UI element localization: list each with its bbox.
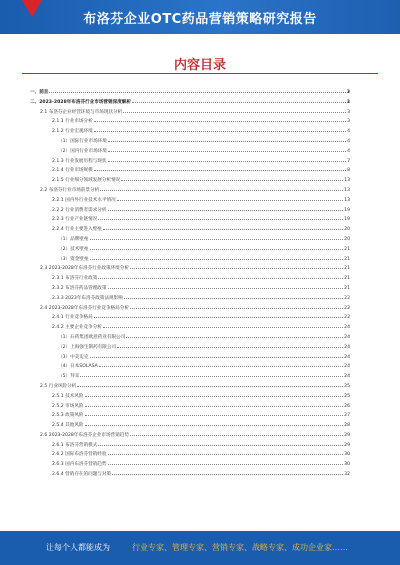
toc-page-number: 13: [344, 187, 350, 193]
toc-entry-title: （5）拜耳: [58, 374, 80, 380]
toc-leader-dots: [126, 331, 343, 338]
toc-page-number: 25: [344, 383, 350, 389]
toc-heading: 内容目录: [173, 58, 226, 73]
toc-entry-title: 一、前言: [30, 90, 49, 95]
toc-leader-dots: [108, 155, 347, 162]
toc-entry[interactable]: [30, 302, 350, 312]
toc-page-number: 7: [347, 158, 350, 164]
toc-entry[interactable]: [30, 311, 350, 321]
toc-page-number: 22: [344, 315, 350, 321]
toc-leader-dots: [90, 233, 344, 240]
toc-entry[interactable]: [30, 145, 350, 155]
toc-page-number: 3: [346, 90, 350, 95]
toc-entry[interactable]: [30, 282, 350, 292]
toc-entry[interactable]: [30, 351, 350, 361]
toc-entry-title: 2.4 2023-2028年布洛芬行业竞争格局分析: [40, 305, 129, 311]
toc-leader-dots: [117, 194, 343, 201]
toc-page-number: 24: [344, 364, 350, 370]
toc-page-number: 30: [344, 462, 350, 468]
toc-entry-title: 2.6.3 国内布洛芬营销趋势: [52, 462, 107, 468]
toc-entry[interactable]: [30, 204, 350, 214]
toc-leader-dots: [130, 429, 343, 436]
toc-entry-title: 2.6.2 国际布洛芬营销经验: [52, 452, 107, 458]
toc-entry[interactable]: [30, 390, 350, 400]
toc-entry-title: 2.3.1 布洛芬行业政策: [52, 276, 98, 282]
toc-entry-title: （3）资金壁垒: [58, 256, 89, 262]
toc-entry-title: （2）国内行业市场环境: [58, 148, 107, 154]
toc-entry-title: 2.1.5 行业细分领域发展分析情况: [52, 178, 121, 184]
toc-leader-dots: [124, 292, 343, 299]
toc-entry[interactable]: [30, 439, 350, 449]
toc-page-number: 22: [344, 305, 350, 311]
toc-entry-title: 2.5.4 其他风险: [52, 423, 84, 429]
toc-page-number: 8: [347, 168, 350, 174]
toc-leader-dots: [94, 164, 346, 171]
toc-page-number: 28: [344, 423, 350, 429]
toc-page-number: 13: [344, 197, 350, 203]
toc-leader-dots: [121, 174, 343, 181]
toc-entry-title: 2.2.2 行业消费者需求分析: [52, 207, 107, 213]
toc-leader-dots: [108, 282, 344, 289]
toc-entry-title: 2.4.2 主要企业竞争分析: [52, 325, 102, 331]
toc-entry[interactable]: [30, 125, 350, 135]
toc-leader-dots: [90, 351, 344, 358]
toc-page-number: 25: [344, 393, 350, 399]
toc-entry-title: 2.3 2023-2028年布洛芬行业政策环境分析: [40, 266, 129, 272]
toc-entry-title: 2.5.1 技术风险: [52, 393, 84, 399]
toc-entry[interactable]: [30, 331, 350, 341]
toc-page-number: 4: [347, 148, 350, 154]
toc-page-number: 20: [344, 236, 350, 242]
toc-leader-dots: [99, 360, 343, 367]
toc-entry-title: 2.3.3 2023年布洛芬政策法规影响: [52, 295, 123, 301]
toc-leader-dots: [130, 302, 343, 309]
toc-page-number: 21: [344, 266, 350, 272]
page-footer: [0, 531, 400, 565]
toc-page-number: 24: [344, 374, 350, 380]
toc-page-number: 3: [347, 119, 350, 125]
report-title: 布洛芬企业OTC药品营销策略研究报告: [83, 12, 317, 27]
toc-page-number: 29: [344, 432, 350, 438]
toc-page-number: 13: [344, 178, 350, 184]
toc-entry-title: 2.2.3 行业产业链情况: [52, 217, 98, 223]
table-of-contents: [30, 86, 350, 478]
toc-leader-dots: [94, 115, 346, 122]
toc-entry-title: （2）上海强生制药有限公司: [58, 344, 117, 350]
toc-leader-dots: [90, 253, 344, 260]
toc-leader-dots: [49, 86, 345, 93]
toc-leader-dots: [108, 135, 346, 142]
toc-entry[interactable]: [30, 292, 350, 302]
toc-entry-title: 2.6.1 布洛芬营销模式: [52, 442, 98, 448]
toc-entry[interactable]: [30, 135, 350, 145]
toc-entry[interactable]: [30, 184, 350, 194]
toc-entry-title: （4）日本SOLASA: [58, 364, 98, 370]
toc-entry[interactable]: [30, 380, 350, 390]
toc-leader-dots: [94, 125, 346, 132]
toc-divider: [22, 73, 378, 74]
toc-entry[interactable]: [30, 223, 350, 233]
toc-entry-title: 2.1 布洛芬企业经营环境与市场现状分析: [40, 109, 123, 115]
toc-entry-title: 二、2023-2028年布洛芬行业市场营销深度解析: [30, 99, 131, 105]
toc-page-number: 4: [347, 129, 350, 135]
toc-leader-dots: [117, 341, 343, 348]
toc-entry-title: 2.1.3 行业发展历程与现状: [52, 158, 107, 164]
toc-entry[interactable]: [30, 272, 350, 282]
footer-slogan-left: 让每个人都能成为: [46, 543, 110, 552]
toc-leader-dots: [94, 311, 343, 318]
report-header-bar: [0, 0, 400, 34]
toc-leader-dots: [132, 96, 346, 103]
toc-leader-dots: [108, 458, 344, 465]
toc-leader-dots: [85, 419, 344, 426]
toc-entry[interactable]: [30, 321, 350, 331]
toc-entry-title: （1）国际行业市场环境: [58, 138, 107, 144]
toc-page-number: 21: [344, 246, 350, 252]
toc-entry[interactable]: [30, 400, 350, 410]
toc-leader-dots: [108, 145, 346, 152]
toc-entry[interactable]: [30, 194, 350, 204]
toc-leader-dots: [80, 370, 343, 377]
toc-entry-title: 2.1.4 行业市场规模: [52, 168, 93, 174]
toc-page-number: 27: [344, 413, 350, 419]
toc-page-number: 21: [344, 276, 350, 282]
toc-leader-dots: [108, 204, 344, 211]
toc-entry-title: 2.6.4 营销存在的问题与对策: [52, 472, 112, 478]
toc-page-number: 21: [344, 285, 350, 291]
toc-entry[interactable]: [30, 429, 350, 439]
toc-page-number: 22: [344, 295, 350, 301]
toc-page-number: 32: [344, 472, 350, 478]
toc-entry[interactable]: [30, 448, 350, 458]
toc-entry-title: 2.5 行业风险分析: [40, 383, 77, 389]
toc-leader-dots: [103, 321, 343, 328]
toc-entry[interactable]: [30, 458, 350, 468]
toc-entry[interactable]: [30, 174, 350, 184]
toc-entry[interactable]: [30, 341, 350, 351]
toc-leader-dots: [85, 409, 344, 416]
toc-leader-dots: [123, 106, 346, 113]
toc-entry[interactable]: [30, 243, 350, 253]
toc-page-number: 24: [344, 334, 350, 340]
toc-page-number: 21: [344, 256, 350, 262]
toc-page-number: 3: [346, 99, 350, 105]
toc-page-number: 24: [344, 344, 350, 350]
toc-page-number: 20: [344, 227, 350, 233]
toc-entry[interactable]: [30, 213, 350, 223]
toc-entry-title: 2.5.2 市场风险: [52, 403, 84, 409]
toc-entry[interactable]: [30, 155, 350, 165]
toc-page-number: 24: [344, 325, 350, 331]
toc-page-number: 4: [347, 138, 350, 144]
toc-entry[interactable]: [30, 468, 350, 478]
toc-page-number: 24: [344, 354, 350, 360]
toc-entry-title: 2.5.3 政策风险: [52, 413, 84, 419]
toc-page-number: 19: [344, 207, 350, 213]
toc-leader-dots: [98, 213, 343, 220]
toc-entry[interactable]: [30, 360, 350, 370]
toc-entry-title: 2.2.4 行业主要进入壁垒: [52, 227, 102, 233]
toc-entry[interactable]: [30, 262, 350, 272]
toc-entry-title: 2.1.1 行业市场分析: [52, 119, 93, 125]
toc-page-number: 29: [344, 442, 350, 448]
toc-entry[interactable]: [30, 96, 350, 106]
toc-leader-dots: [98, 439, 343, 446]
toc-entry-title: （1）石药集团欧意药业有限公司: [58, 334, 126, 340]
toc-entry-title: 2.2 布洛芬行业市场前景分析: [40, 187, 100, 193]
toc-entry[interactable]: [30, 115, 350, 125]
toc-leader-dots: [100, 184, 343, 191]
toc-entry[interactable]: [30, 370, 350, 380]
toc-page-number: 26: [344, 403, 350, 409]
toc-leader-dots: [108, 448, 344, 455]
toc-entry-title: 2.6 2023-2028年布洛芬企业市场营销趋势: [40, 432, 129, 438]
footer-slogan-right: 行业专家、管理专家、营销专家、战略专家、成功企业家……: [132, 543, 348, 552]
toc-leader-dots: [130, 262, 343, 269]
toc-entry[interactable]: [30, 86, 350, 96]
toc-entry-title: 2.3.2 布洛芬药品管理政策: [52, 285, 107, 291]
toc-entry-title: 2.1.2 行业宏观环境: [52, 129, 93, 135]
toc-entry-title: （1）品牌壁垒: [58, 236, 89, 242]
toc-entry[interactable]: [30, 164, 350, 174]
toc-entry-title: （2）技术壁垒: [58, 246, 89, 252]
toc-entry-title: 2.2.1 国内外行业技术水平情况: [52, 197, 116, 203]
toc-leader-dots: [90, 243, 344, 250]
toc-leader-dots: [85, 390, 344, 397]
toc-entry[interactable]: [30, 409, 350, 419]
toc-page-number: 30: [344, 452, 350, 458]
toc-leader-dots: [85, 400, 344, 407]
toc-entry-title: （3）中美史克: [58, 354, 89, 360]
toc-entry[interactable]: [30, 419, 350, 429]
toc-leader-dots: [98, 272, 343, 279]
toc-leader-dots: [112, 468, 343, 475]
toc-page-number: 3: [347, 109, 350, 115]
toc-entry-title: 2.4.1 行业竞争格局: [52, 315, 93, 321]
toc-entry[interactable]: [30, 106, 350, 116]
toc-leader-dots: [77, 380, 343, 387]
toc-page-number: 19: [344, 217, 350, 223]
toc-entry[interactable]: [30, 233, 350, 243]
toc-leader-dots: [103, 223, 343, 230]
toc-entry[interactable]: [30, 253, 350, 263]
